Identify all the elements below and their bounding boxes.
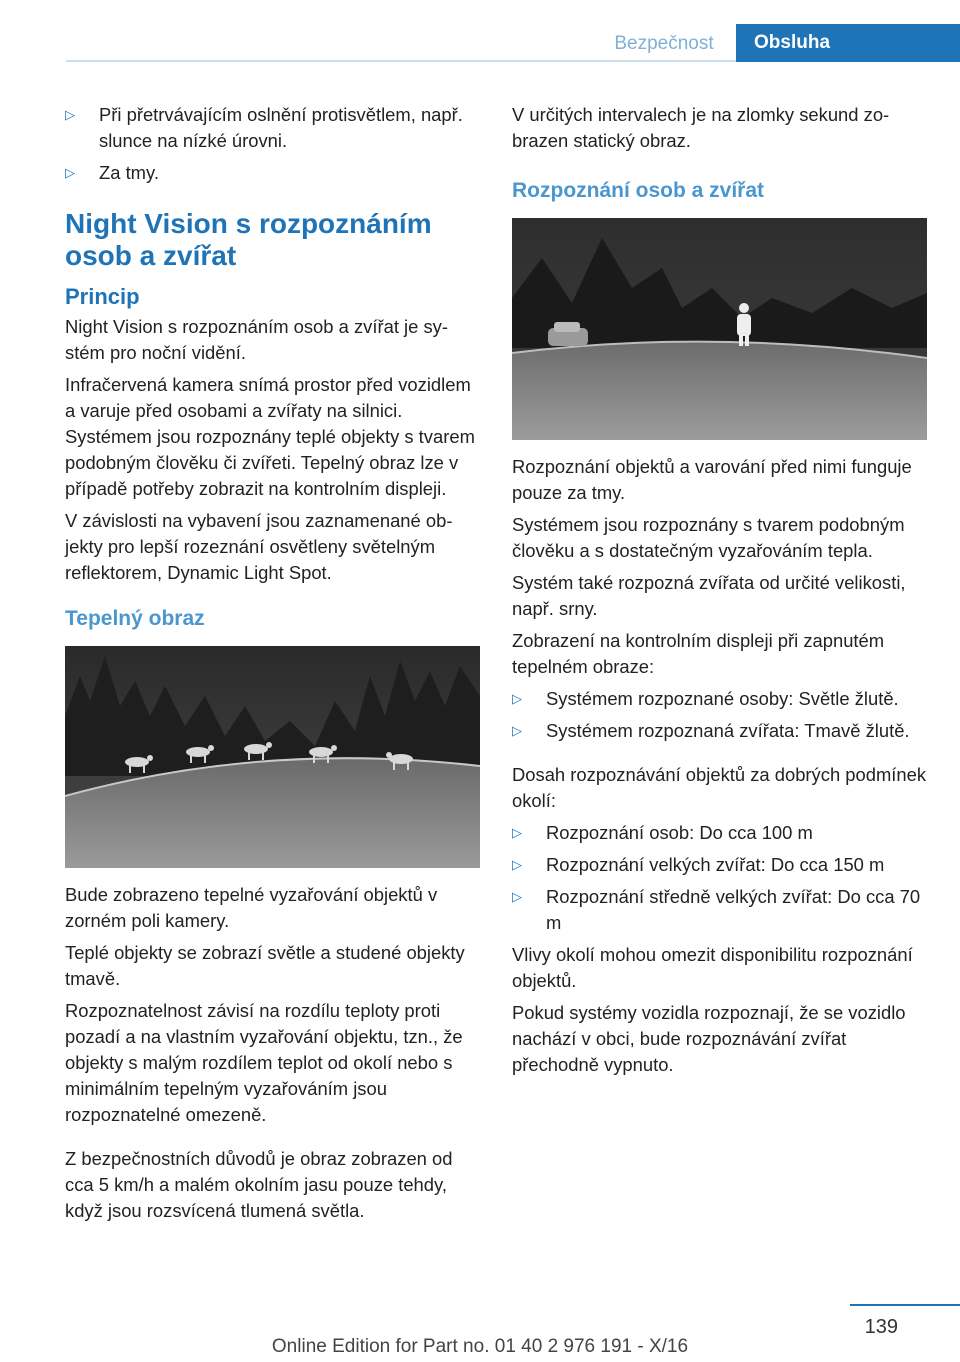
triangle-bullet-icon: ▷	[512, 825, 522, 840]
detection-heading: Rozpoznání osob a zvířat	[512, 179, 765, 202]
paragraph: V závislosti na vybavení jsou zaznamenané objekty pro lepší rozeznání osvětleny světelným reflektorem, Dynamic Light Spot.	[65, 510, 453, 583]
triangle-bullet-icon: ▷	[512, 691, 522, 706]
paragraph: Bude zobrazeno tepelné vyzařování objektů v zorném poli kamery.	[65, 884, 438, 931]
paragraph: Z bezpečnostních důvodů je obraz zobrazen od cca 5 km/h a malém okolním jasu pouze tehdy, když jsou rozsvícená tlumená světla.	[65, 1148, 453, 1221]
triangle-bullet-icon: ▷	[65, 165, 75, 180]
left-column	[65, 102, 480, 1230]
glare-bullet-list	[65, 102, 480, 186]
thermal-image-animals	[65, 646, 480, 868]
tab-operation[interactable]: Obsluha	[736, 24, 960, 62]
paragraph: Night Vision s rozpoznáním osob a zvířat je systém pro noční vidění.	[65, 316, 448, 363]
paragraph: Rozpoznání objektů a varování před nimi funguje pouze za tmy.	[512, 456, 912, 503]
triangle-bullet-icon: ▷	[512, 723, 522, 738]
thermal-heading: Tepelný obraz	[65, 607, 205, 630]
paragraph: Pokud systémy vozidla rozpoznají, že se vozidlo nachází v obci, bude rozpoznávání zvířat přechodně vypnuto.	[512, 1002, 906, 1075]
list-item: ▷ Rozpoznání středně velkých zvířat: Do cca 70 m	[512, 886, 921, 933]
paragraph: Teplé objekty se zobrazí světle a studené objekty tmavě.	[65, 942, 465, 989]
paragraph: V určitých intervalech je na zlomky sekund zobrazen statický obraz.	[512, 104, 890, 151]
footer-rule	[850, 1304, 960, 1306]
paragraph: Dosah rozpoznávání objektů za dobrých podmínek okolí:	[512, 764, 927, 811]
thermal-image-person	[512, 218, 927, 440]
section-title: Night Vision s rozpoznáním osob a zvířat	[65, 208, 432, 271]
paragraph: Vlivy okolí mohou omezit disponibilitu rozpoznání objektů.	[512, 944, 913, 991]
paragraph: Systémem jsou rozpoznány s tvarem podobným člověku a s dostatečným vyzařováním tepla.	[512, 514, 905, 561]
list-item: ▷ Systémem rozpoznaná zvířata: Tmavě žlutě.	[512, 718, 932, 744]
triangle-bullet-icon: ▷	[512, 889, 522, 904]
principle-heading: Princip	[65, 284, 140, 309]
list-item: ▷ Rozpoznání osob: Do cca 100 m	[512, 820, 932, 846]
list-item: ▷ Rozpoznání velkých zvířat: Do cca 150 m	[512, 852, 932, 878]
paragraph: Zobrazení na kontrolním displeji při zapnutém tepelném obraze:	[512, 630, 885, 677]
tab-safety[interactable]: Bezpečnost	[614, 33, 714, 54]
right-column	[512, 102, 932, 1084]
list-item: ▷ Systémem rozpoznané osoby: Světle žlutě.	[512, 686, 932, 712]
range-bullet-list	[512, 820, 932, 936]
footer-edition: Online Edition for Part no. 01 40 2 976 191 - X/16	[271, 1336, 689, 1357]
triangle-bullet-icon: ▷	[512, 857, 522, 872]
triangle-bullet-icon: ▷	[65, 107, 75, 122]
paragraph: Infračervená kamera snímá prostor před vozidlem a varuje před osobami a zvířaty na silnici. Systémem jsou rozpoznány teplé objekty s tvarem podobným člověku či zvířeti. Tepelný obraz lze v případě potřeby zobrazit na kontrolním displeji.	[65, 374, 475, 499]
list-item: ▷ Za tmy.	[65, 160, 480, 186]
paragraph: Rozpoznatelnost závisí na rozdílu teploty proti pozadí a na vlastním vyzařování objektu, tzn., že objekty s malým rozdílem teplot od okolí nebo s minimálním tepelným vyzařováním jsou rozpoznatelné omezeně.	[65, 1000, 463, 1125]
page-number: 139	[864, 1316, 898, 1338]
list-item: ▷ Při přetrvávajícím oslnění protisvětlem, např. slunce na nízké úrovni.	[65, 104, 463, 151]
display-bullet-list	[512, 686, 932, 744]
paragraph: Systém také rozpozná zvířata od určité velikosti, např. srny.	[512, 572, 906, 619]
